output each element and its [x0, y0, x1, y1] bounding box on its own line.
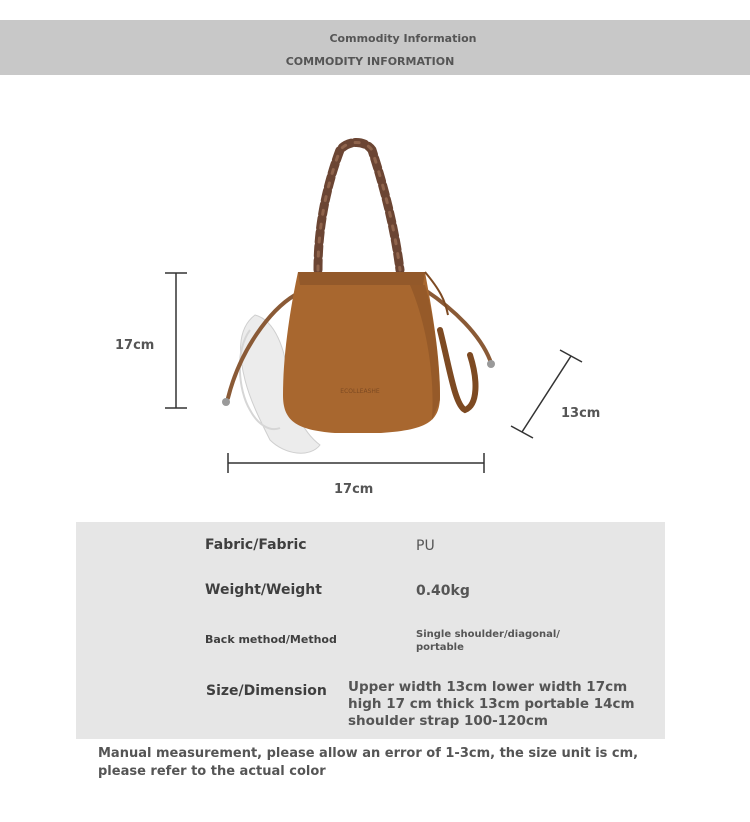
spec-value-weight: 0.40kg	[416, 583, 470, 599]
depth-dimension-label: 13cm	[561, 406, 601, 421]
product-illustration	[0, 80, 750, 520]
spec-value-method: Single shoulder/diagonal/ portable	[416, 629, 560, 653]
header-title: Commodity Information	[329, 32, 477, 45]
shoulder-strap	[440, 330, 475, 410]
spec-label-method: Back method/Method	[205, 633, 337, 646]
bag-rim	[298, 272, 425, 285]
width-dimension-label: 17cm	[334, 482, 374, 497]
handle	[318, 143, 400, 271]
spec-label-weight: Weight/Weight	[205, 582, 322, 598]
spec-label-size: Size/Dimension	[206, 683, 327, 699]
right-drawstring-tip	[487, 360, 495, 368]
brand-stamp: ECOLLEASHE	[340, 388, 380, 395]
measurement-note: Manual measurement, please allow an error of 1-3cm, the size unit is cm, please refer to the actual color	[98, 746, 639, 779]
spec-label-fabric: Fabric/Fabric	[205, 537, 307, 553]
spec-value-size: Upper width 13cm lower width 17cm high 17 cm thick 13cm portable 14cm shoulder strap 100-120cm	[348, 679, 635, 729]
header-subtitle: COMMODITY INFORMATION	[285, 55, 455, 68]
spec-value-fabric: PU	[416, 538, 435, 554]
height-dimension-label: 17cm	[115, 338, 155, 353]
left-drawstring-tip	[222, 398, 230, 406]
spec-panel	[76, 522, 665, 739]
